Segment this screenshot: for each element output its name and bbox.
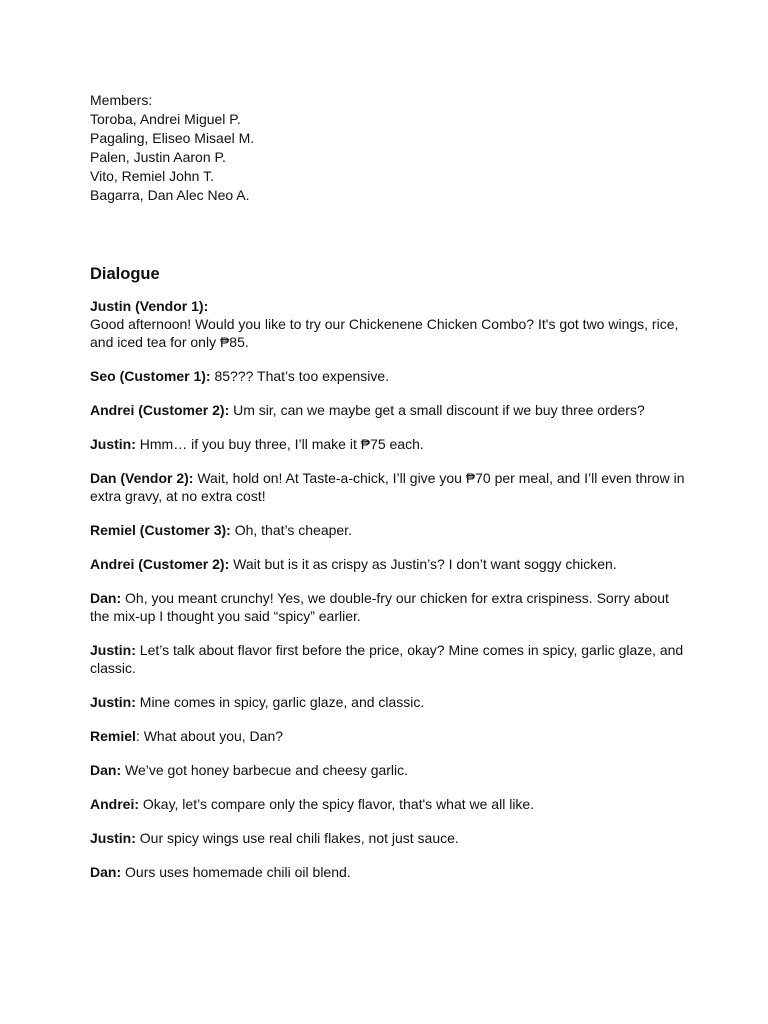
member-name: Palen, Justin Aaron P. — [90, 149, 226, 165]
speaker-label: Dan: — [90, 590, 122, 606]
dialogue-text: Wait but is it as crispy as Justin’s? I don’t want soggy chicken. — [229, 556, 617, 572]
dialogue-line — [90, 829, 690, 847]
speaker-label: Remiel (Customer 3): — [90, 522, 231, 538]
dialogue-line — [90, 469, 690, 505]
speaker-label: Justin: — [90, 436, 136, 452]
dialogue-line — [90, 521, 690, 539]
member-name: Vito, Remiel John T. — [90, 168, 214, 184]
dialogue-text: Our spicy wings use real chili flakes, not just sauce. — [135, 830, 459, 846]
dialogue-line — [90, 863, 690, 881]
dialogue-section — [90, 297, 690, 881]
dialogue-text: Oh, you meant crunchy! Yes, we double-fry our chicken for extra crispiness. Sorry about the mix-up I thought you said “spicy” earlier. — [90, 590, 669, 624]
speaker-label: Remiel — [90, 728, 136, 744]
members-label: Members: — [90, 92, 153, 108]
speaker-label: Dan: — [90, 864, 122, 880]
dialogue-text: : What about you, Dan? — [135, 728, 284, 744]
dialogue-heading: Dialogue — [90, 265, 160, 283]
dialogue-line — [90, 761, 690, 779]
dialogue-text: Let’s talk about flavor first before the price, okay? Mine comes in spicy, garlic glaze, and classic. — [90, 642, 684, 676]
dialogue-text: Mine comes in spicy, garlic glaze, and classic. — [135, 694, 425, 710]
dialogue-text: Okay, let’s compare only the spicy flavor, that's what we all like. — [139, 796, 535, 812]
speaker-label: Andrei (Customer 2): — [90, 556, 230, 572]
dialogue-text: We’ve got honey barbecue and cheesy garlic. — [121, 762, 409, 778]
document-page — [90, 91, 690, 897]
dialogue-text: Hmm… if you buy three, I’ll make it ₱75 each. — [135, 436, 424, 452]
member-name: Pagaling, Eliseo Misael M. — [90, 130, 255, 146]
dialogue-line — [90, 727, 690, 745]
dialogue-line — [90, 297, 690, 351]
speaker-label: Dan (Vendor 2): — [90, 470, 194, 486]
speaker-label: Justin: — [90, 830, 136, 846]
dialogue-text: Ours uses homemade chili oil blend. — [121, 864, 351, 880]
speaker-label: Seo (Customer 1): — [90, 368, 211, 384]
dialogue-line — [90, 641, 690, 677]
members-section — [90, 91, 690, 205]
dialogue-line — [90, 693, 690, 711]
dialogue-line — [90, 589, 690, 625]
member-name: Bagarra, Dan Alec Neo A. — [90, 187, 250, 203]
speaker-label: Andrei: — [90, 796, 139, 812]
member-name: Toroba, Andrei Miguel P. — [90, 111, 241, 127]
dialogue-line — [90, 555, 690, 573]
dialogue-text: 85??? That’s too expensive. — [210, 368, 390, 384]
dialogue-text: Good afternoon! Would you like to try our Chickenene Chicken Combo? It's got two wings, rice, and iced tea for only ₱85. — [90, 316, 679, 350]
speaker-label: Andrei (Customer 2): — [90, 402, 230, 418]
speaker-label: Justin: — [90, 694, 136, 710]
speaker-label: Justin: — [90, 642, 136, 658]
dialogue-line — [90, 435, 690, 453]
dialogue-line — [90, 401, 690, 419]
dialogue-text: Oh, that’s cheaper. — [230, 522, 352, 538]
speaker-label: Dan: — [90, 762, 122, 778]
dialogue-line — [90, 795, 690, 813]
dialogue-text: Wait, hold on! At Taste-a-chick, I’ll give you ₱70 per meal, and I’ll even throw in extra gravy, at no extra cost! — [90, 470, 685, 504]
dialogue-text: Um sir, can we maybe get a small discount if we buy three orders? — [229, 402, 645, 418]
speaker-label: Justin (Vendor 1): — [90, 298, 209, 314]
dialogue-line — [90, 367, 690, 385]
